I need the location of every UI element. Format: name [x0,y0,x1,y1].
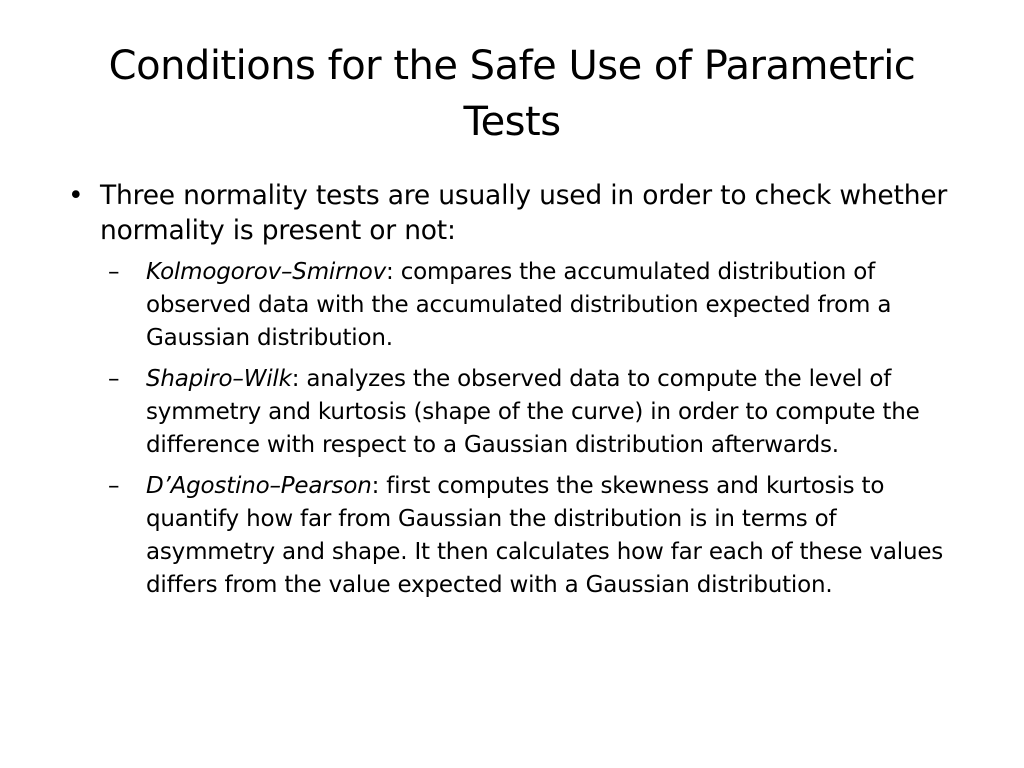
sub-item-shapiro-wilk [106,363,970,462]
bullet-item [60,178,970,248]
slide-body [60,178,970,610]
sub-list [60,256,970,602]
slide-title: Conditions for the Safe Use of Parametric Tests [108,43,916,145]
test-name: Shapiro–Wilk [146,366,292,392]
sub-item-kolmogorov-smirnov [106,256,970,355]
bullet-text: Three normality tests are usually used in order to check whether normality is present or not: [100,180,948,246]
test-description: : compares the accumulated distribution of observed data with the accumulated distribution expected from a Gaussian distribution. [146,259,892,351]
sub-item-dagostino-pearson [106,470,970,602]
dash-icon: – [108,366,120,392]
test-description: : first computes the skewness and kurtosis to quantify how far from Gaussian the distribution is in terms of asymmetry and shape. It then calculates how far each of these values differs from the value expected with a Gaussian distribution. [146,473,944,598]
test-name: D’Agostino–Pearson [146,473,372,499]
dash-icon: – [108,259,120,285]
test-name: Kolmogorov–Smirnov [146,259,387,285]
test-description: : analyzes the observed data to compute the level of symmetry and kurtosis (shape of the curve) in order to compute the difference with respect to a Gaussian distribution afterwards. [146,366,920,458]
dash-icon: – [108,473,120,499]
bullet-icon: • [68,180,84,211]
